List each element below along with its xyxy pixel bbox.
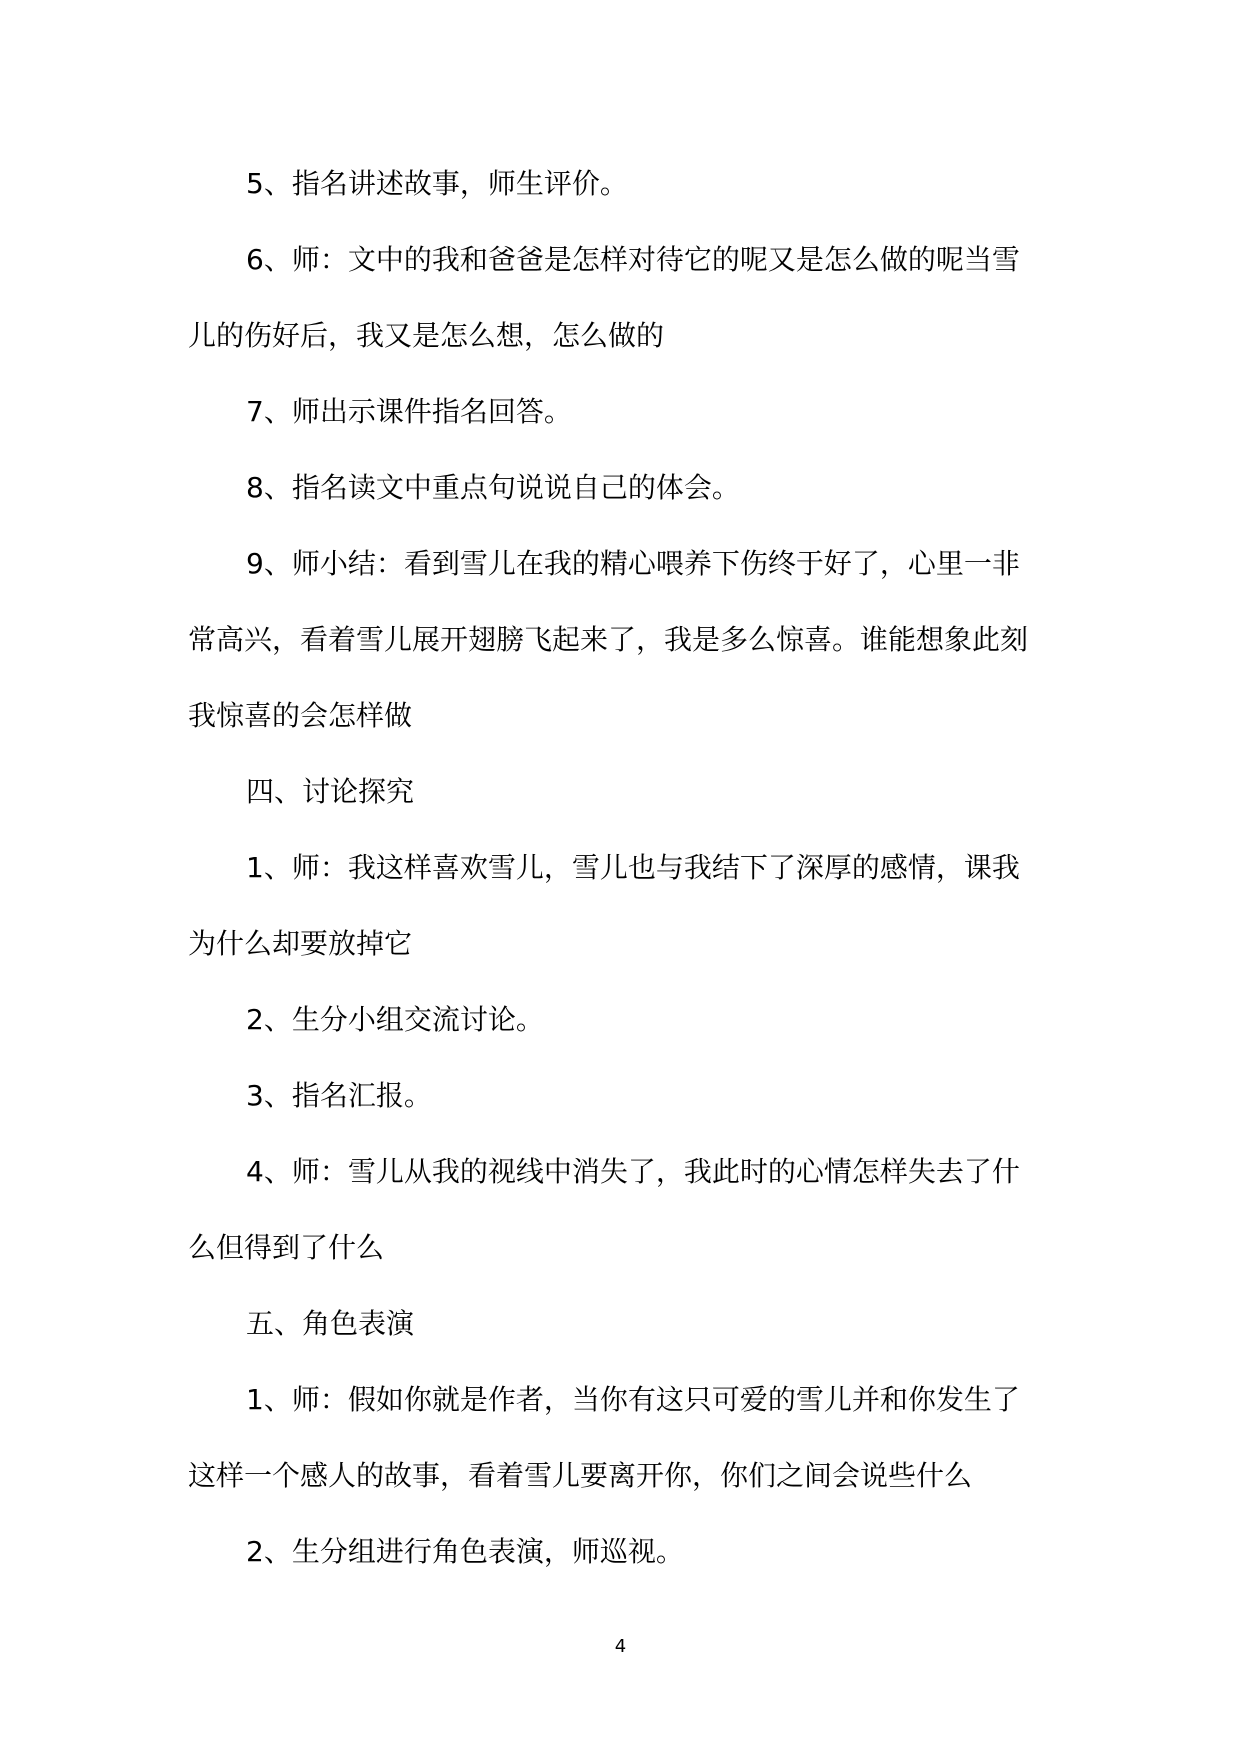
text-line: 么但得到了什么 [188,1231,385,1264]
paragraph [188,374,1060,450]
text-line: 五、角色表演 [246,1307,415,1340]
text-line: 1、师：假如你就是作者，当你有这只可爱的雪儿并和你发生了 [246,1383,1020,1416]
text-line: 4、师：雪儿从我的视线中消失了，我此时的心情怎样失去了什 [246,1155,1020,1188]
paragraph [188,982,1060,1058]
paragraph [188,222,1060,374]
text-line: 5、指名讲述故事，师生评价。 [246,167,628,200]
document-body [188,146,1060,1590]
text-line: 2、生分组进行角色表演，师巡视。 [246,1535,684,1568]
text-line: 儿的伤好后，我又是怎么想，怎么做的 [188,319,665,352]
paragraph [188,526,1060,754]
section-heading [188,1286,1060,1362]
text-line: 常高兴，看着雪儿展开翅膀飞起来了，我是多么惊喜。谁能想象此刻 [188,623,1029,656]
text-line: 3、指名汇报。 [246,1079,432,1112]
text-line: 这样一个感人的故事，看着雪儿要离开你，你们之间会说些什么 [188,1459,973,1492]
paragraph [188,1134,1060,1286]
text-line: 7、师出示课件指名回答。 [246,395,572,428]
paragraph [188,1514,1060,1590]
paragraph [188,1362,1060,1514]
text-line: 为什么却要放掉它 [188,927,413,960]
paragraph [188,450,1060,526]
text-line: 9、师小结：看到雪儿在我的精心喂养下伤终于好了，心里一非 [246,547,1020,580]
paragraph [188,830,1060,982]
paragraph [188,1058,1060,1134]
text-line: 1、师：我这样喜欢雪儿，雪儿也与我结下了深厚的感情，课我 [246,851,1020,884]
section-heading [188,754,1060,830]
text-line: 6、师：文中的我和爸爸是怎样对待它的呢又是怎么做的呢当雪 [246,243,1020,276]
text-line: 我惊喜的会怎样做 [188,699,413,732]
page-number: 4 [614,1636,627,1657]
text-line: 2、生分小组交流讨论。 [246,1003,544,1036]
paragraph [188,146,1060,222]
text-line: 8、指名读文中重点句说说自己的体会。 [246,471,740,504]
text-line: 四、讨论探究 [246,775,415,808]
